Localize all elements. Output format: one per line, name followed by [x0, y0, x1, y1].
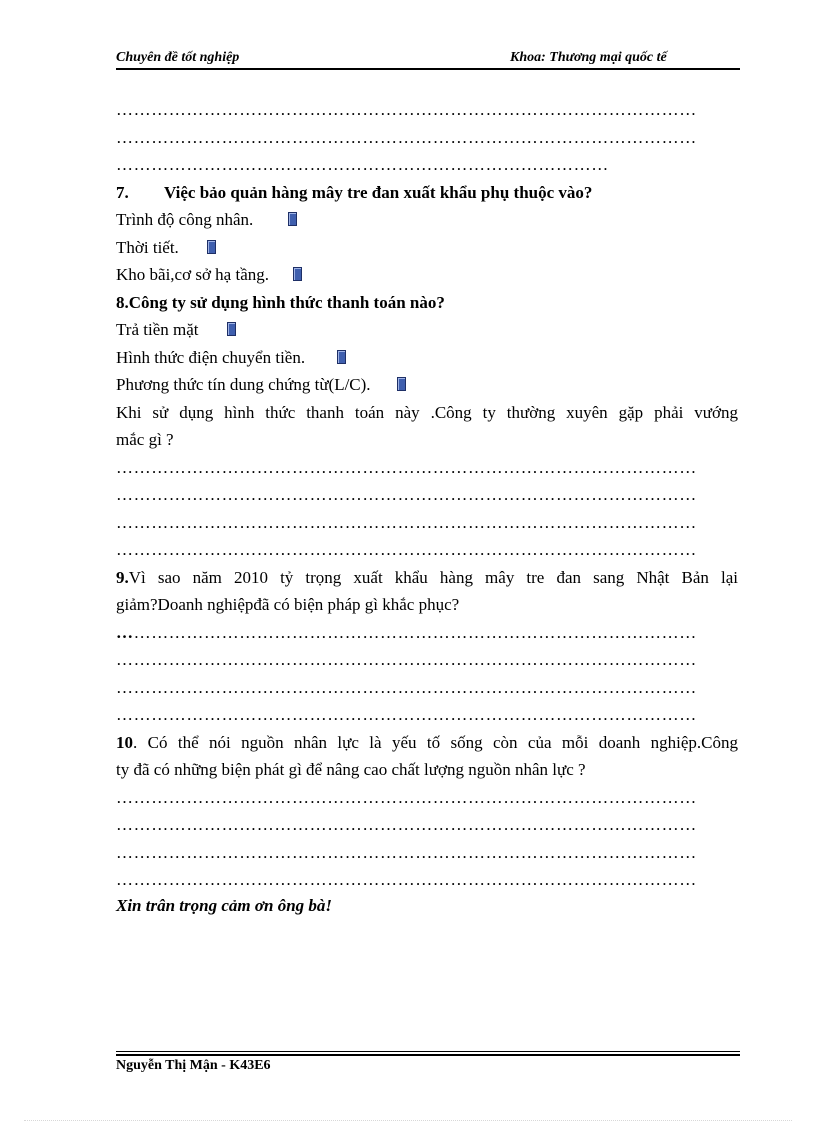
page-footer-author: Nguyễn Thị Mận - K43E6 [116, 1058, 271, 1073]
page-header [116, 50, 740, 68]
answer-line: ……………………………………………………………………………………… [116, 127, 697, 147]
answer-line: ……………………………………………………………………………………… [116, 677, 697, 697]
question-10-line-2: ty đã có những biện phát gì để nâng cao chất lượng nguồn nhân lực ? [116, 760, 586, 779]
answer-line: ……………………………………………………………………………………… [116, 705, 697, 724]
answer-line: ……………………………………………………………………………………… [116, 457, 697, 477]
question-10-line-1 [116, 729, 738, 757]
q7-option-1 [116, 206, 738, 234]
checkbox-icon[interactable] [337, 350, 346, 364]
question-7-text: Việc bảo quản hàng mây tre đan xuất khẩu phụ thuộc vào? [164, 182, 593, 202]
questionnaire-body [116, 96, 738, 916]
q8-option-2 [116, 344, 738, 372]
answer-line-bold-dots: … [116, 622, 134, 642]
q7-option-3-label: Kho bãi,cơ sở hạ tầng. [116, 265, 269, 284]
answer-line-dots: …………………………………………………………………………………… [133, 622, 697, 642]
footer-rule [116, 1051, 740, 1052]
header-faculty: Khoa: Thương mại quốc tế [510, 50, 667, 65]
footer-rule [116, 1054, 740, 1056]
answer-line: ……………………………………………………………………………………… [116, 100, 697, 119]
q8-option-3-label: Phương thức tín dung chứng từ(L/C). [116, 375, 371, 394]
answer-line: ……………………………………………………………………………………… [116, 650, 697, 669]
q7-option-1-label: Trình độ công nhân. [116, 210, 254, 229]
checkbox-icon[interactable] [397, 377, 406, 391]
question-7 [116, 179, 738, 207]
answer-line: ……………………………………………………………………………………… [116, 512, 697, 532]
q8-followup-line-1: Khi sử dụng hình thức thanh toán này .Công ty thường xuyên gặp phải vướng [116, 402, 738, 422]
q7-option-3 [116, 261, 738, 289]
header-rule [116, 68, 740, 70]
checkbox-icon[interactable] [288, 212, 297, 226]
page-edge [24, 1120, 792, 1121]
q7-option-2-label: Thời tiết. [116, 237, 179, 257]
q8-option-1-label: Trả tiền mặt [116, 320, 199, 339]
q8-followup-line-2: mắc gì ? [116, 430, 174, 449]
q8-option-2-label: Hình thức điện chuyển tiền. [116, 347, 306, 367]
question-9-text-1: Vì sao năm 2010 tỷ trọng xuất khẩu hàng mây tre đan sang Nhật Bản lại [128, 567, 738, 587]
answer-line [116, 619, 730, 647]
question-9-line-2: giảm?Doanh nghiệpđã có biện pháp gì khắc phục? [116, 595, 460, 614]
question-9-number: 9. [116, 567, 129, 587]
q8-option-3 [116, 371, 738, 399]
question-8: 8.Công ty sử dụng hình thức thanh toán nào? [116, 292, 445, 312]
answer-line: ……………………………………………………………………………………… [116, 842, 697, 862]
question-10-text-1: . Có thể nói nguồn nhân lực là yếu tố sống còn của mỗi doanh nghiệp.Công [133, 732, 738, 752]
question-7-number: 7. [116, 182, 129, 202]
question-10-number: 10 [116, 732, 133, 752]
checkbox-icon[interactable] [207, 240, 216, 254]
answer-line: ……………………………………………………………………………………… [116, 485, 697, 504]
answer-line: ……………………………………………………………………………………… [116, 540, 697, 559]
header-thesis-title: Chuyên đề tốt nghiệp [116, 50, 240, 65]
answer-line: ……………………………………………………………………………………… [116, 815, 697, 834]
question-9-line-1 [116, 564, 738, 592]
checkbox-icon[interactable] [293, 267, 302, 281]
checkbox-icon[interactable] [227, 322, 236, 336]
answer-line: ……………………………………………………………………………………… [116, 787, 697, 807]
closing-thanks: Xin trân trọng cảm ơn ông bà! [116, 895, 333, 915]
answer-line: ……………………………………………………………………………………… [116, 870, 697, 889]
answer-line: ………………………………………………………………………… [116, 155, 609, 174]
q8-option-1 [116, 316, 738, 344]
q7-option-2 [116, 234, 738, 262]
